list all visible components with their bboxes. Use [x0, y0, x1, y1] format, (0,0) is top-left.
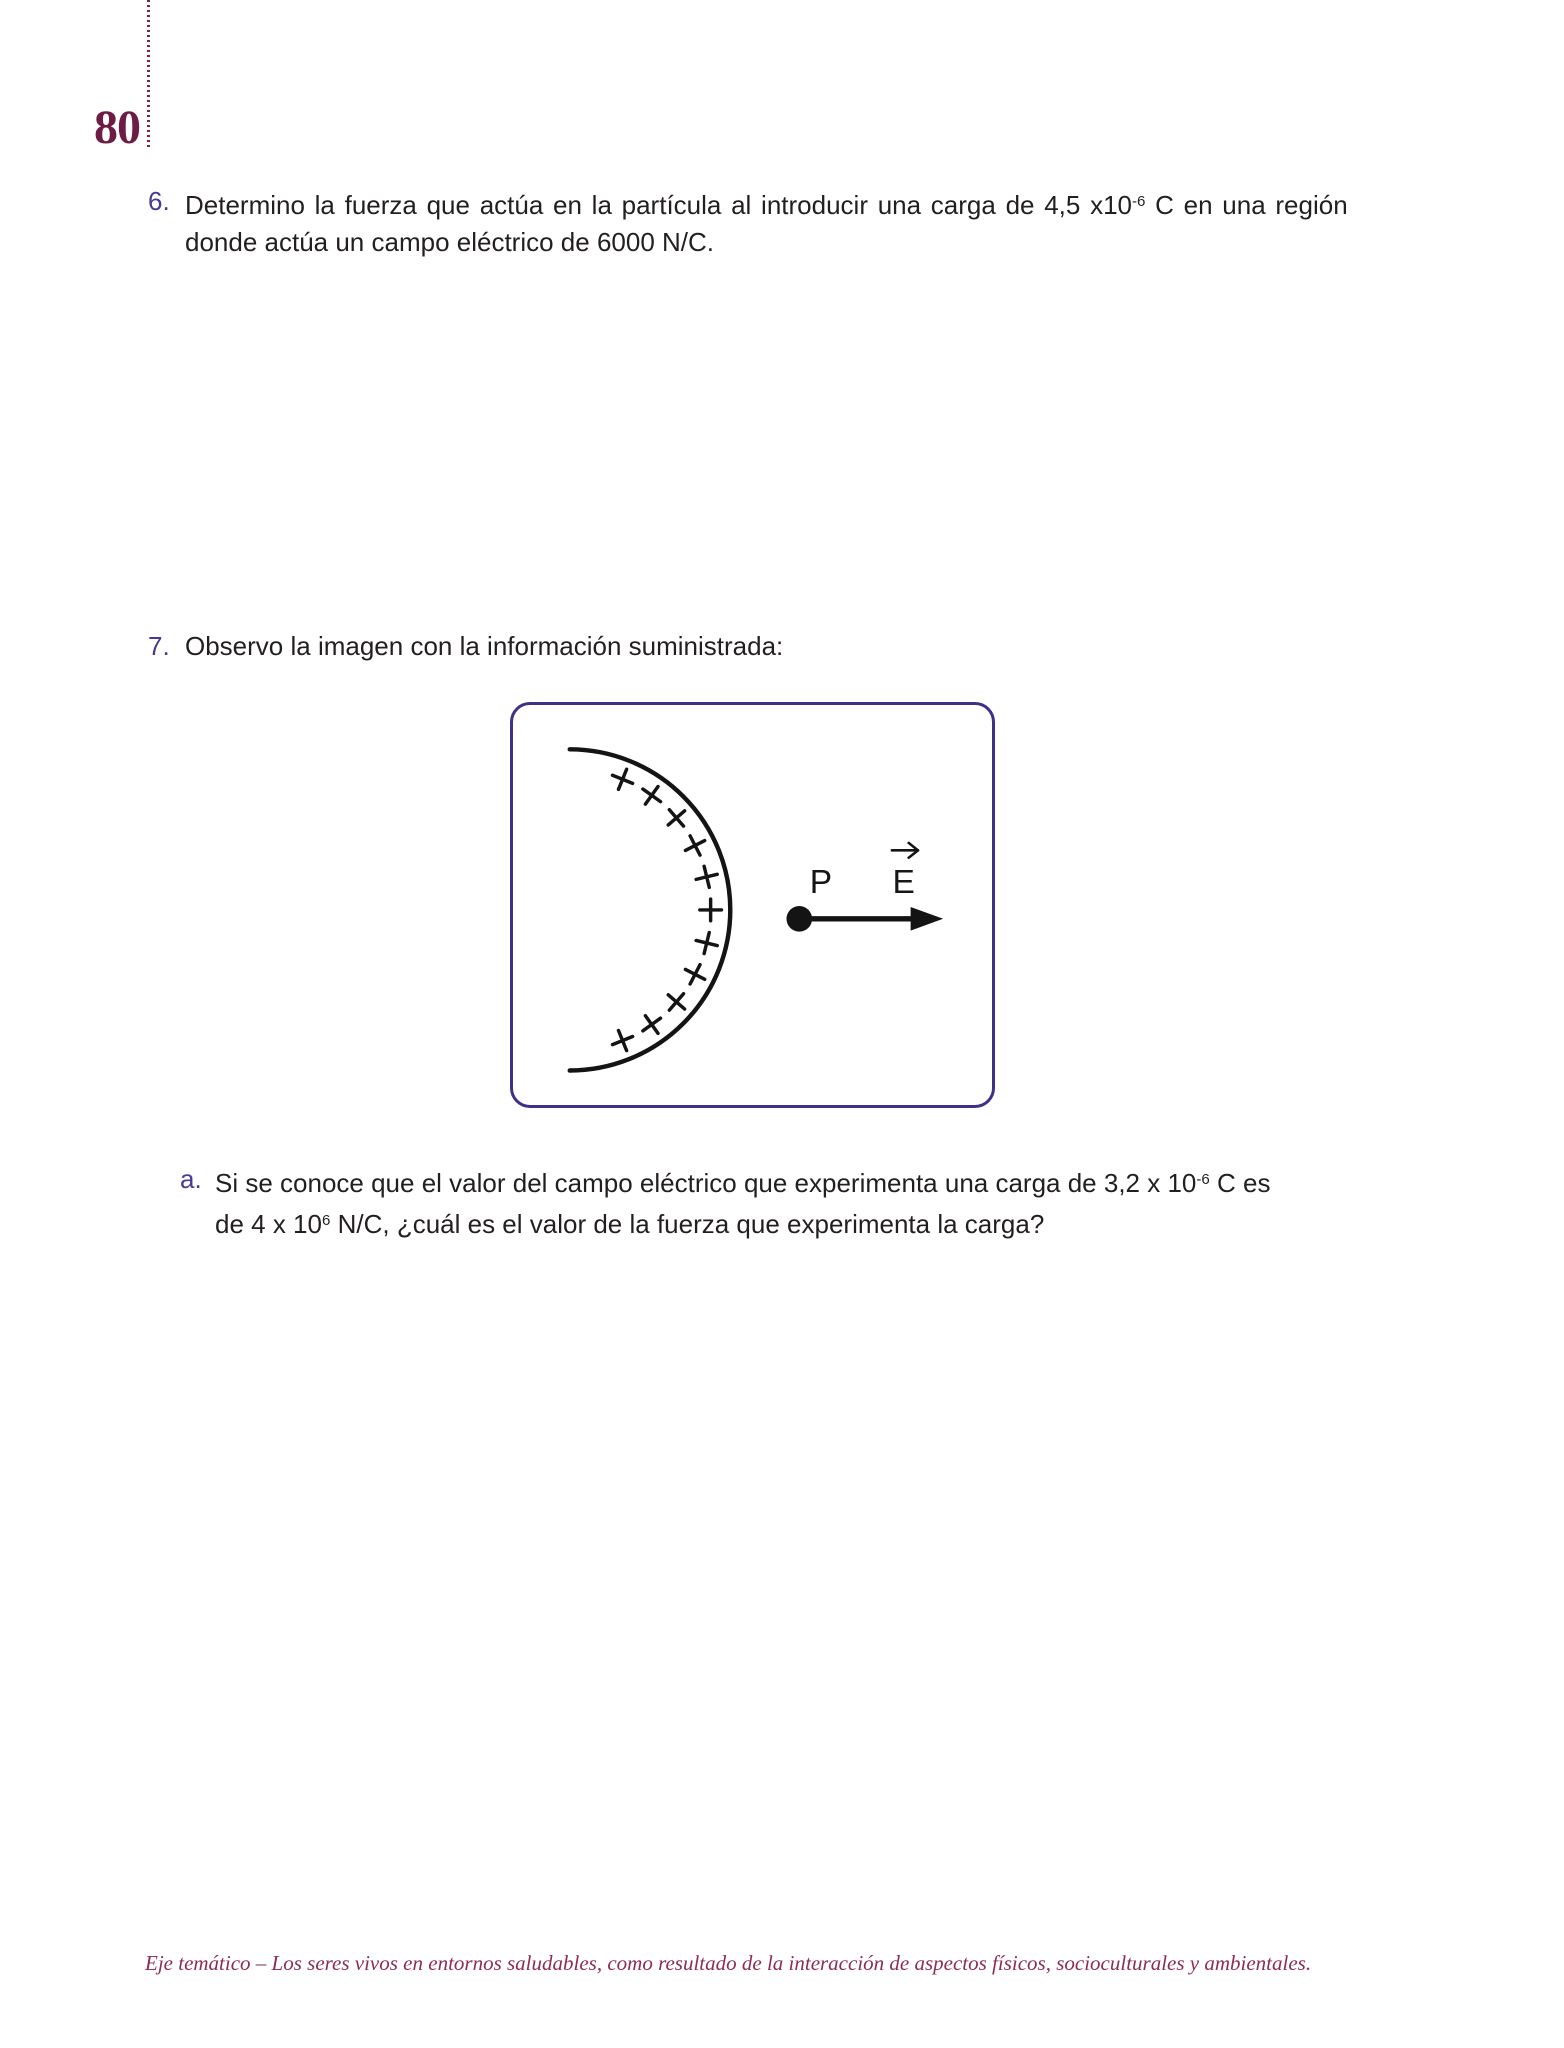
exercise-7a-exponent-2: 6 — [321, 1211, 331, 1229]
dotted-rule-divider — [147, 0, 150, 150]
plus-charge-mark — [700, 899, 722, 921]
exercise-7-line-1: Observo la imagen con la información suministrada: — [185, 631, 784, 661]
exercise-6 — [148, 183, 1348, 261]
exercise-6-line-1 — [185, 183, 1348, 224]
exercise-6-line-1-tail: C en una región — [1145, 189, 1348, 220]
plus-charge-mark — [694, 864, 720, 890]
plus-charges-group — [608, 765, 721, 1054]
exercise-7a-line-2-text: de 4 x 10 — [215, 1208, 322, 1239]
plus-charge-mark — [661, 987, 692, 1018]
plus-charge-mark — [661, 803, 692, 834]
exercise-7-number: 7. — [148, 631, 170, 661]
vector-arrow-over-e-icon — [892, 843, 918, 858]
exercise-7a-text — [215, 1161, 1270, 1243]
exercise-7a-line-2-tail: N/C, ¿cuál es el valor de la fuerza que experimenta la carga? — [330, 1208, 1045, 1239]
exercise-6-text — [185, 183, 1348, 261]
plus-charge-mark — [694, 930, 720, 956]
exercise-7a-line-2 — [215, 1202, 1270, 1243]
exercise-7a-line-1-tail: C es — [1209, 1167, 1271, 1198]
plus-charge-mark — [680, 960, 709, 989]
field-arrow-head — [911, 907, 944, 931]
exercise-7a-number: a. — [180, 1164, 202, 1194]
footer-thematic-axis: Eje temático – Los seres vivos en entornos saludables, como resultado de la interacción de aspectos físicos, socioculturales y ambientales. — [145, 1951, 1312, 1975]
exercise-6-line-2: donde actúa un campo eléctrico de 6000 N/C. — [185, 226, 715, 257]
exercise-6-number: 6. — [148, 186, 170, 216]
plus-charge-mark — [608, 765, 636, 793]
exercise-7a-exponent-1: -6 — [1196, 1171, 1210, 1188]
exercise-7 — [148, 628, 783, 665]
plus-charge-mark — [637, 1009, 667, 1039]
exercise-7-text — [185, 628, 783, 665]
page-number: 80 — [94, 101, 140, 154]
exercise-7a-line-1 — [215, 1161, 1270, 1202]
exercise-6-line-1-text: Determino la fuerza que actúa en la partícula al introducir una carga de 4,5 x10 — [185, 189, 1132, 220]
figure-7-box — [510, 702, 995, 1108]
exercise-7a-line-1-text: Si se conoce que el valor del campo eléctrico que experimenta una carga de 3,2 x 10 — [215, 1167, 1197, 1198]
field-e-label: E — [892, 864, 915, 902]
charged-surface-figure — [513, 705, 992, 1105]
point-p-label: P — [809, 864, 833, 902]
exercise-7a — [180, 1161, 1270, 1243]
exercise-6-exponent: -6 — [1132, 193, 1146, 210]
plus-charge-mark — [637, 780, 667, 810]
plus-charge-mark — [680, 831, 709, 860]
plus-charge-mark — [608, 1026, 636, 1054]
